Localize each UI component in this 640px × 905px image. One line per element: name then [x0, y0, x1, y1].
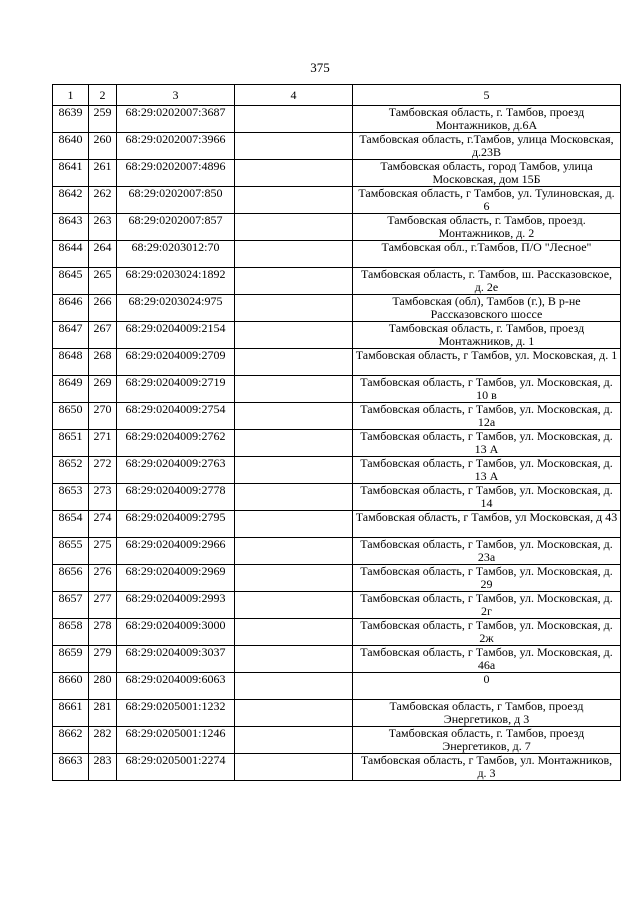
- row-number-cell: 8648: [53, 349, 89, 376]
- table-row: [53, 538, 621, 565]
- address-cell: Тамбовская область, г. Тамбов, проезд Энергетиков, д. 7: [353, 727, 621, 754]
- address-cell: Тамбовская область, г Тамбов, ул. Московская, д. 23а: [353, 538, 621, 565]
- empty-cell: [235, 430, 353, 457]
- table-row: [53, 376, 621, 403]
- cadastral-number-cell: 68:29:0202007:850: [117, 187, 235, 214]
- address-cell: Тамбовская область, город Тамбов, улица Московская, дом 15Б: [353, 160, 621, 187]
- row-number-cell: 8656: [53, 565, 89, 592]
- table-row: [53, 322, 621, 349]
- cadastral-number-cell: 68:29:0204009:2154: [117, 322, 235, 349]
- table-row: [53, 160, 621, 187]
- data-table: [52, 84, 621, 781]
- row-index-cell: 264: [89, 241, 117, 268]
- empty-cell: [235, 646, 353, 673]
- row-number-cell: 8660: [53, 673, 89, 700]
- row-index-cell: 276: [89, 565, 117, 592]
- address-cell: Тамбовская область, г Тамбов, ул. Московская, д. 12а: [353, 403, 621, 430]
- row-number-cell: 8663: [53, 754, 89, 781]
- empty-cell: [235, 241, 353, 268]
- table-row: [53, 700, 621, 727]
- empty-cell: [235, 592, 353, 619]
- table-row: [53, 187, 621, 214]
- table-row: [53, 646, 621, 673]
- row-number-cell: 8659: [53, 646, 89, 673]
- table-row: [53, 403, 621, 430]
- row-index-cell: 269: [89, 376, 117, 403]
- row-number-cell: 8645: [53, 268, 89, 295]
- row-number-cell: 8641: [53, 160, 89, 187]
- address-cell: Тамбовская область, г Тамбов, ул. Тулиновская, д. 6: [353, 187, 621, 214]
- row-index-cell: 261: [89, 160, 117, 187]
- empty-cell: [235, 295, 353, 322]
- table-row: [53, 349, 621, 376]
- cadastral-number-cell: 68:29:0204009:2969: [117, 565, 235, 592]
- row-number-cell: 8651: [53, 430, 89, 457]
- empty-cell: [235, 376, 353, 403]
- row-number-cell: 8654: [53, 511, 89, 538]
- empty-cell: [235, 565, 353, 592]
- empty-cell: [235, 484, 353, 511]
- address-cell: Тамбовская область, г Тамбов, ул. Московская, д. 2ж: [353, 619, 621, 646]
- cadastral-number-cell: 68:29:0203012:70: [117, 241, 235, 268]
- row-index-cell: 283: [89, 754, 117, 781]
- cadastral-number-cell: 68:29:0202007:3687: [117, 106, 235, 133]
- row-index-cell: 265: [89, 268, 117, 295]
- row-number-cell: 8647: [53, 322, 89, 349]
- table-row: [53, 268, 621, 295]
- empty-cell: [235, 322, 353, 349]
- cadastral-number-cell: 68:29:0204009:2795: [117, 511, 235, 538]
- table-body: [53, 106, 621, 781]
- cadastral-number-cell: 68:29:0204009:2762: [117, 430, 235, 457]
- address-cell: Тамбовская область, г Тамбов, ул. Московская, д. 13 А: [353, 457, 621, 484]
- table-row: [53, 592, 621, 619]
- column-header: 3: [117, 85, 235, 106]
- row-index-cell: 268: [89, 349, 117, 376]
- table-row: [53, 214, 621, 241]
- row-number-cell: 8640: [53, 133, 89, 160]
- table-row: [53, 457, 621, 484]
- row-index-cell: 278: [89, 619, 117, 646]
- row-number-cell: 8644: [53, 241, 89, 268]
- address-cell: Тамбовская область, г.Тамбов, улица Московская, д.23В: [353, 133, 621, 160]
- row-index-cell: 280: [89, 673, 117, 700]
- table-row: [53, 673, 621, 700]
- address-cell: 0: [353, 673, 621, 700]
- row-number-cell: 8639: [53, 106, 89, 133]
- empty-cell: [235, 187, 353, 214]
- address-cell: Тамбовская область, г Тамбов, ул. Московская, д. 46а: [353, 646, 621, 673]
- empty-cell: [235, 619, 353, 646]
- row-number-cell: 8653: [53, 484, 89, 511]
- address-cell: Тамбовская область, г Тамбов, ул. Московская, д. 10 в: [353, 376, 621, 403]
- row-index-cell: 267: [89, 322, 117, 349]
- address-cell: Тамбовская область, г. Тамбов, ш. Рассказовское, д. 2е: [353, 268, 621, 295]
- row-number-cell: 8642: [53, 187, 89, 214]
- table-row: [53, 727, 621, 754]
- row-index-cell: 279: [89, 646, 117, 673]
- cadastral-number-cell: 68:29:0205001:1232: [117, 700, 235, 727]
- table-row: [53, 619, 621, 646]
- table-row: [53, 241, 621, 268]
- cadastral-number-cell: 68:29:0204009:2993: [117, 592, 235, 619]
- column-header: 4: [235, 85, 353, 106]
- row-index-cell: 277: [89, 592, 117, 619]
- address-cell: Тамбовская область, г Тамбов, ул Московская, д 43: [353, 511, 621, 538]
- row-index-cell: 271: [89, 430, 117, 457]
- row-number-cell: 8657: [53, 592, 89, 619]
- empty-cell: [235, 133, 353, 160]
- row-number-cell: 8649: [53, 376, 89, 403]
- column-header: 1: [53, 85, 89, 106]
- address-cell: Тамбовская область, г Тамбов, ул. Монтажников, д. 3: [353, 754, 621, 781]
- row-number-cell: 8652: [53, 457, 89, 484]
- column-header: 2: [89, 85, 117, 106]
- table-row: [53, 511, 621, 538]
- empty-cell: [235, 511, 353, 538]
- table-row: [53, 295, 621, 322]
- row-number-cell: 8655: [53, 538, 89, 565]
- address-cell: Тамбовская (обл), Тамбов (г.), В р-не Рассказовского шоссе: [353, 295, 621, 322]
- cadastral-number-cell: 68:29:0203024:1892: [117, 268, 235, 295]
- table-row: [53, 106, 621, 133]
- cadastral-number-cell: 68:29:0204009:2778: [117, 484, 235, 511]
- cadastral-number-cell: 68:29:0203024:975: [117, 295, 235, 322]
- address-cell: Тамбовская область, г Тамбов, проезд Энергетиков, д 3: [353, 700, 621, 727]
- empty-cell: [235, 268, 353, 295]
- table-row: [53, 430, 621, 457]
- row-index-cell: 263: [89, 214, 117, 241]
- address-cell: Тамбовская обл., г.Тамбов, П/О "Лесное": [353, 241, 621, 268]
- row-index-cell: 275: [89, 538, 117, 565]
- table-header-row: [53, 85, 621, 106]
- address-cell: Тамбовская область, г. Тамбов, проезд Монтажников, д. 1: [353, 322, 621, 349]
- cadastral-number-cell: 68:29:0202007:3966: [117, 133, 235, 160]
- row-number-cell: 8658: [53, 619, 89, 646]
- address-cell: Тамбовская область, г. Тамбов, проезд. Монтажников, д. 2: [353, 214, 621, 241]
- empty-cell: [235, 457, 353, 484]
- row-number-cell: 8650: [53, 403, 89, 430]
- empty-cell: [235, 727, 353, 754]
- row-index-cell: 262: [89, 187, 117, 214]
- row-number-cell: 8662: [53, 727, 89, 754]
- cadastral-number-cell: 68:29:0202007:857: [117, 214, 235, 241]
- empty-cell: [235, 214, 353, 241]
- table-row: [53, 133, 621, 160]
- cadastral-number-cell: 68:29:0204009:2709: [117, 349, 235, 376]
- cadastral-number-cell: 68:29:0204009:2763: [117, 457, 235, 484]
- row-index-cell: 272: [89, 457, 117, 484]
- empty-cell: [235, 538, 353, 565]
- row-index-cell: 282: [89, 727, 117, 754]
- row-index-cell: 270: [89, 403, 117, 430]
- address-cell: Тамбовская область, г. Тамбов, проезд Монтажников, д.6А: [353, 106, 621, 133]
- empty-cell: [235, 106, 353, 133]
- address-cell: Тамбовская область, г Тамбов, ул. Московская, д. 1: [353, 349, 621, 376]
- cadastral-number-cell: 68:29:0205001:1246: [117, 727, 235, 754]
- address-cell: Тамбовская область, г Тамбов, ул. Московская, д. 2г: [353, 592, 621, 619]
- cadastral-number-cell: 68:29:0202007:4896: [117, 160, 235, 187]
- address-cell: Тамбовская область, г Тамбов, ул. Московская, д. 13 А: [353, 430, 621, 457]
- row-number-cell: 8661: [53, 700, 89, 727]
- table-row: [53, 754, 621, 781]
- row-index-cell: 260: [89, 133, 117, 160]
- cadastral-number-cell: 68:29:0205001:2274: [117, 754, 235, 781]
- empty-cell: [235, 700, 353, 727]
- empty-cell: [235, 673, 353, 700]
- page-number: 375: [310, 60, 330, 75]
- column-header: 5: [353, 85, 621, 106]
- empty-cell: [235, 160, 353, 187]
- row-number-cell: 8643: [53, 214, 89, 241]
- cadastral-number-cell: 68:29:0204009:6063: [117, 673, 235, 700]
- row-index-cell: 274: [89, 511, 117, 538]
- address-cell: Тамбовская область, г Тамбов, ул. Московская, д. 14: [353, 484, 621, 511]
- address-cell: Тамбовская область, г Тамбов, ул. Московская, д. 29: [353, 565, 621, 592]
- empty-cell: [235, 403, 353, 430]
- cadastral-number-cell: 68:29:0204009:2966: [117, 538, 235, 565]
- row-index-cell: 259: [89, 106, 117, 133]
- table-row: [53, 565, 621, 592]
- empty-cell: [235, 754, 353, 781]
- row-index-cell: 281: [89, 700, 117, 727]
- cadastral-number-cell: 68:29:0204009:2754: [117, 403, 235, 430]
- empty-cell: [235, 349, 353, 376]
- cadastral-number-cell: 68:29:0204009:3037: [117, 646, 235, 673]
- table-row: [53, 484, 621, 511]
- cadastral-number-cell: 68:29:0204009:2719: [117, 376, 235, 403]
- row-index-cell: 266: [89, 295, 117, 322]
- row-index-cell: 273: [89, 484, 117, 511]
- cadastral-number-cell: 68:29:0204009:3000: [117, 619, 235, 646]
- row-number-cell: 8646: [53, 295, 89, 322]
